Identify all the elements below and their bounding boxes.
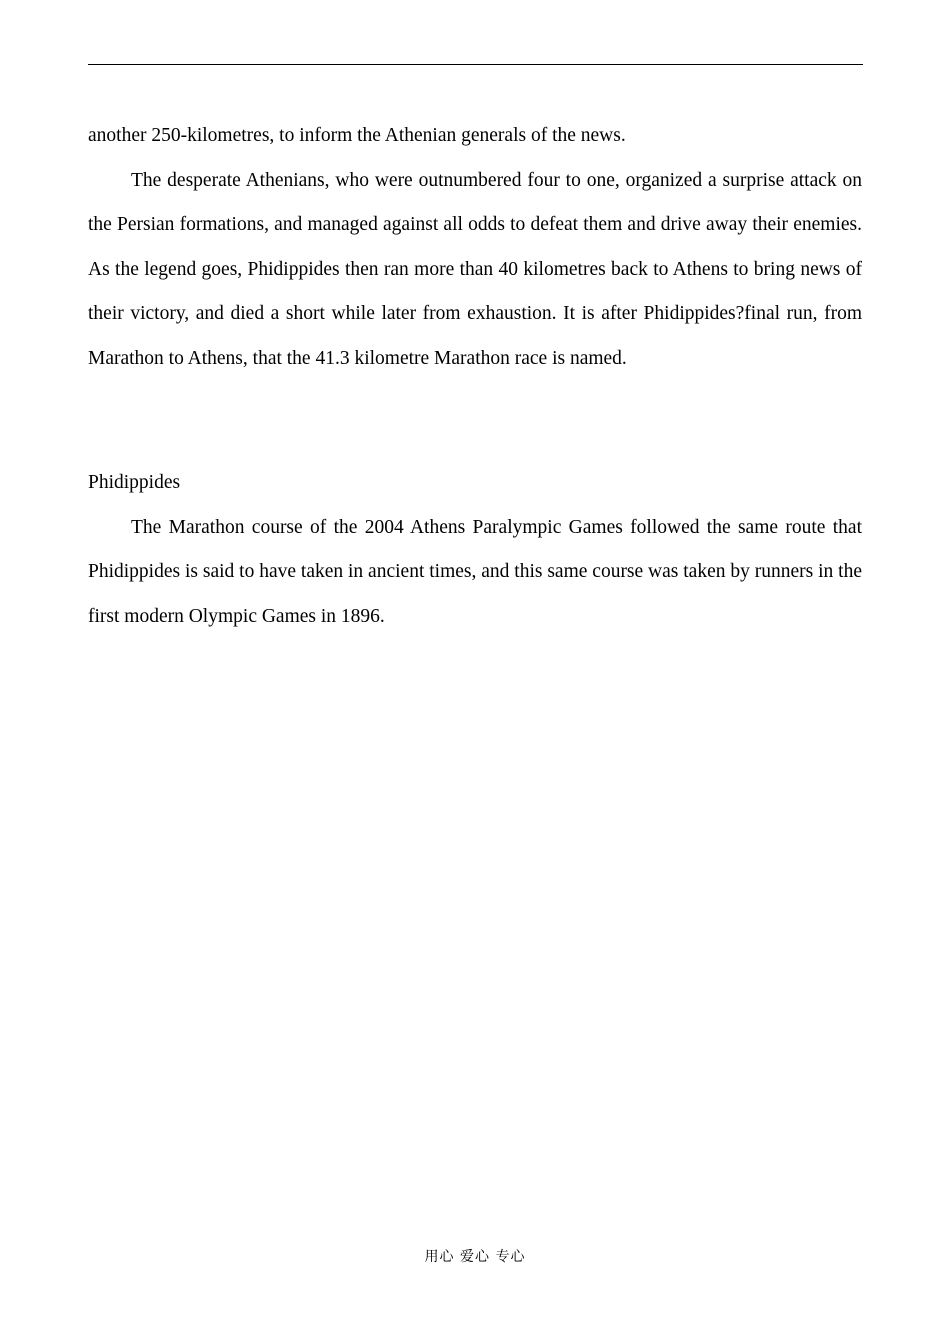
section-gap — [88, 381, 862, 461]
header-rule — [88, 64, 863, 65]
document-body — [88, 114, 862, 639]
section-heading: Phidippides — [88, 472, 181, 493]
page-footer: 用心 爱心 专心 — [424, 1249, 526, 1265]
paragraph-battle: The desperate Athenians, who were outnumbered four to one, organized a surprise attack on the Persian formations, and managed against all odds to defeat them and drive away their enemies. As the legend goes, Phidippides then ran more than 40 kilometres back to Athens to bring news of their victory, and died a short while later from exhaustion. It is after Phidippides?final run, from Marathon to Athens, that the 41.3 kilometre Marathon race is named. — [88, 169, 862, 369]
paragraph-marathon-course: The Marathon course of the 2004 Athens Paralympic Games followed the same route that Phidippides is said to have taken in ancient times, and this same course was taken by runners in the first modern Olympic Games in 1896. — [88, 516, 862, 627]
paragraph-continuation: another 250-kilometres, to inform the Athenian generals of the news. — [88, 125, 626, 146]
